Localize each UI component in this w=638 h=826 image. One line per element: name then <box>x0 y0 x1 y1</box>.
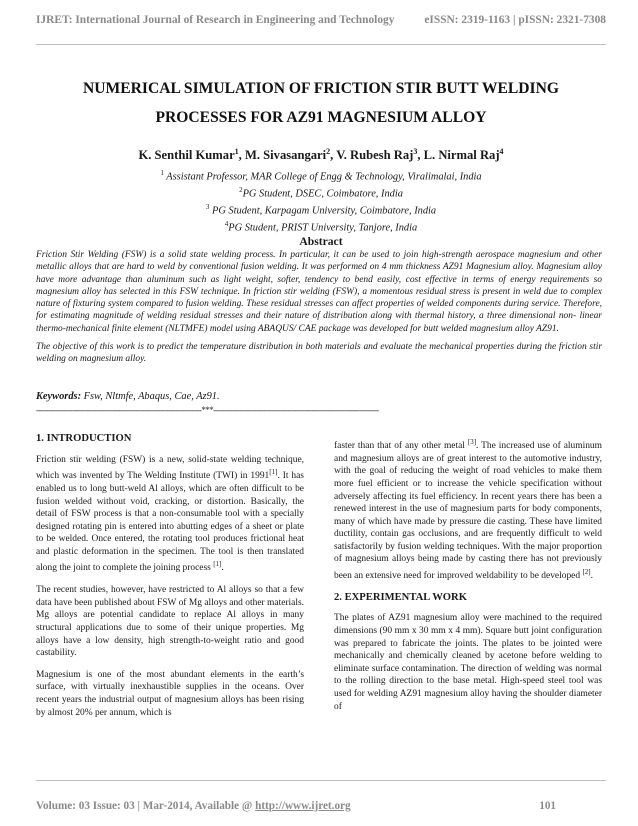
affiliation-sup: 1 <box>160 169 164 177</box>
author-sep: , <box>330 148 337 163</box>
affiliation-text: Assistant Professor, MAR College of Engg & Technology, Viralimalai, India <box>166 171 482 183</box>
footer-rule <box>36 780 606 781</box>
citation: [2] <box>582 568 591 577</box>
affiliation-list <box>36 167 606 235</box>
keywords <box>36 391 602 402</box>
author-list <box>36 147 606 163</box>
text-run: . It has enabled us to long butt-weld Al alloys, which are often difficult to be fusion welded without void, cracking, or distortion. Basically, the detail of FSW process is that a non-consumable tool with a specially designed rotating pin is entered into abutting edges of a sheet or plate to be welded. Once entered, the rotating tool produces frictional heat and plastic deformation in the specimen. The tool is then translated along the joint to complete the joining process <box>36 471 304 574</box>
affiliation <box>36 167 606 184</box>
body-paragraph: The plates of AZ91 magnesium alloy were machined to the required dimensions (90 mm x 30 mm x 4 mm). Square butt joint configuration was prepared to fabricate the joints. The plates to be jointed were mechanically and chemically cleaned by acetone before welding to eliminate surface contamination. The direction of welding was normal to the rolling direction to the base metal. High-speed steel tool was used for welding AZ91 magnesium alloy having the shoulder diameter of <box>334 613 602 712</box>
text-run: . <box>590 571 593 582</box>
running-header <box>36 14 606 26</box>
affiliation <box>36 184 606 201</box>
body-paragraph <box>36 454 304 576</box>
left-column <box>36 433 304 728</box>
body-paragraph: Magnesium is one of the most abundant elements in the earth’s surface, with virtually inexhaustible supplies in the oceans. Over recent years the industrial output of magnesium alloys has been rising by almost 20% per annum, which is <box>36 669 304 718</box>
abstract-paragraph: Friction Stir Welding (FSW) is a solid state welding process. In particular, it can be used to join high-strength aerospace magnesium and other metallic alloys that are hard to weld by conventional fusion welding. It was performed on 4 mm thickness AZ91 Magnesium alloy. Magnesium alloy have more advantage than aluminum such as light weight, softer, tendency to bend easily, cost effective in terms of energy requirements so magnesium alloy has selected in this FSW technique. In friction stir welding (FSW), a momentous residual stress is present in weld due to complex nature of fixturing system compared to fusion welding. These residual stresses can affect properties of welded components during service. Therefore, for estimating magnitude of welding residual stresses and their nature of distribution along with thermal history, a three dimensional non- linear thermo-mechanical finite element (NLTMFE) model using ABAQUS/ CAE package was developed for butt welded magnesium alloy AZ91. <box>36 250 602 334</box>
author-name: V. Rubesh Raj <box>336 148 414 163</box>
journal-name: IJRET: International Journal of Research in Engineering and Technology <box>36 14 395 26</box>
affiliation-sup: 4 <box>224 220 229 229</box>
author-sup: 2 <box>326 147 331 156</box>
citation: [1] <box>269 468 278 477</box>
journal-link[interactable]: http://www.ijret.org <box>255 800 351 812</box>
header-rule <box>36 44 606 45</box>
affiliation-sup: 3 <box>205 203 210 212</box>
paper-title <box>36 74 606 132</box>
title-line-2: PROCESSES FOR AZ91 MAGNESIUM ALLOY <box>155 109 487 126</box>
affiliation-text: PG Student, Karpagam University, Coimbatore, India <box>211 205 437 217</box>
abstract-heading: Abstract <box>299 235 343 248</box>
body-paragraph: The recent studies, however, have restricted to Al alloys so that a few data have been published about FSW of Mg alloys and other materials. Mg alloys are potential candidate to replace Al alloys in many structural applications due to some of their unique properties. Mg alloys have a low density, high strength-to-weight ratio and good castability. <box>36 585 304 659</box>
footer-text: Volume: 03 Issue: 03 | Mar-2014, Available @ <box>36 800 256 812</box>
affiliation-sup: 2 <box>239 186 243 195</box>
author-sup: 3 <box>413 147 418 156</box>
affiliation-text: PG Student, DSEC, Coimbatore, India <box>242 188 403 200</box>
issn-info: eISSN: 2319-1163 | pISSN: 2321-7308 <box>424 14 606 26</box>
abstract-paragraph: The objective of this work is to predict the temperature distribution in both materials and evaluate the mechanical properties during the friction stir welding on magnesium alloy. <box>36 342 602 365</box>
author-sup: 1 <box>234 147 239 156</box>
author-sep: , <box>238 148 245 163</box>
right-column <box>334 436 602 722</box>
author-sep: , <box>417 148 424 163</box>
affiliation-text: PG Student, PRIST University, Tanjore, India <box>228 222 418 234</box>
author-sup: 4 <box>499 147 504 156</box>
keywords-text: Fsw, Nltmfe, Abaqus, Cae, Az91. <box>81 391 220 402</box>
citation: [1] <box>213 560 222 569</box>
section-heading: 2. EXPERIMENTAL WORK <box>334 591 467 603</box>
text-run: faster than that of any other metal <box>334 441 468 452</box>
keywords-label: Keywords: <box>36 391 82 402</box>
affiliation <box>36 218 606 235</box>
text-run: . The increased use of aluminum and magnesium alloys are of great interest to the automotive industry, with the goal of reducing the weight of road vehicles to make them more fuel efficient or to increase the vehicle specification without adversely affecting its fuel efficiency. In recent years there has been a renewed interest in the use of magnesium parts for body components, many of which have made by pressure die casting. These have limited ductility, contain gas occlusions, and are frequently difficult to weld satisfactorily by fusion welding techniques. With the major proportion of magnesium alloys being made by casting there has not previously been an extensive need for improved weldability to be developed <box>334 441 602 582</box>
author-name: K. Senthil Kumar <box>138 148 235 163</box>
author-name: L. Nirmal Raj <box>423 148 500 163</box>
title-line-1: NUMERICAL SIMULATION OF FRICTION STIR BUTT WELDING <box>83 80 559 97</box>
citation: [3] <box>467 438 477 446</box>
abstract-body <box>36 249 602 372</box>
page-number: 101 <box>539 800 556 812</box>
section-separator: ---------------------------------------------------------------------***--------------------------------------------------------------------- <box>36 405 379 415</box>
text-run: . <box>221 563 224 574</box>
affiliation <box>36 201 606 218</box>
section-heading: 1. INTRODUCTION <box>36 433 132 444</box>
author-name: M. Sivasangari <box>244 148 327 163</box>
running-footer <box>36 800 606 812</box>
body-paragraph <box>334 436 602 583</box>
text-run: Friction stir welding (FSW) is a new, solid-state welding technique, which was invented by The Welding Institute (TWI) in 1991 <box>36 454 304 482</box>
